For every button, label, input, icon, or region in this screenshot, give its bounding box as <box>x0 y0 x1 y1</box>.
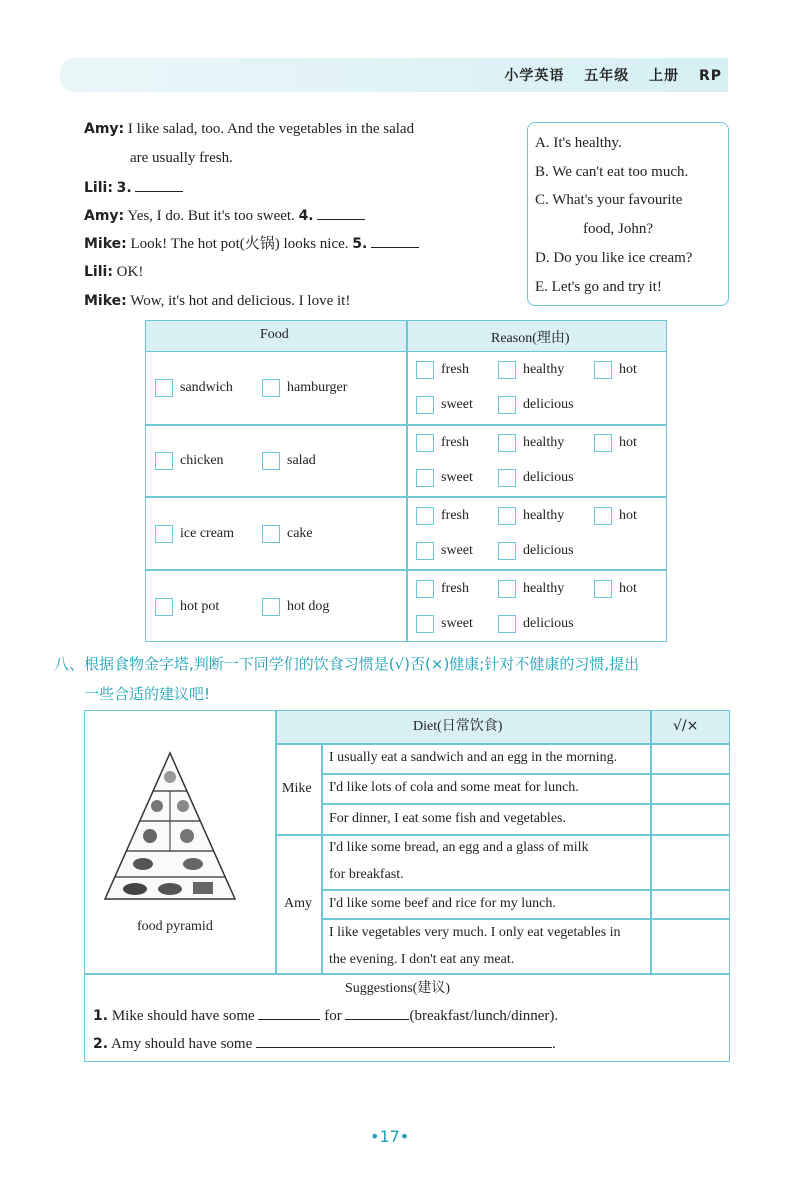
checkbox-sweet[interactable] <box>416 615 434 633</box>
checkbox-healthy[interactable] <box>498 361 516 379</box>
checkbox-hot[interactable] <box>594 361 612 379</box>
check-cell[interactable] <box>652 775 728 803</box>
reason-label: fresh <box>441 581 469 596</box>
dialogue-line-1: Amy: I like salad, too. And the vegetables in the salad <box>84 121 415 137</box>
checkbox-fresh[interactable] <box>416 580 434 598</box>
divider <box>321 743 323 973</box>
suggestions-header: Suggestions(建议) <box>345 981 450 996</box>
diet-table <box>84 710 730 1062</box>
dialogue-line-5: Mike: Look! The hot pot(火锅) looks nice. 5. <box>84 233 419 254</box>
header-volume: 上册 <box>649 68 680 84</box>
suggestion-1-blank-food[interactable] <box>258 1005 320 1020</box>
reason-label: healthy <box>523 508 565 523</box>
checkbox-sweet[interactable] <box>416 469 434 487</box>
checkbox-delicious[interactable] <box>498 396 516 414</box>
option-d: D. Do you like ice cream? <box>535 250 693 266</box>
dialogue-line-3: Lili: 3. <box>84 177 183 198</box>
name-amy: Amy <box>284 896 312 911</box>
reason-label: delicious <box>523 543 574 558</box>
header-food: Food <box>260 327 289 342</box>
checkbox-fresh[interactable] <box>416 434 434 452</box>
reason-label: fresh <box>441 435 469 450</box>
dialogue-line-6: Lili: OK! <box>84 264 144 280</box>
row-divider <box>146 424 666 426</box>
reason-label: hot <box>619 362 637 377</box>
checkbox-sweet[interactable] <box>416 396 434 414</box>
reason-label: fresh <box>441 508 469 523</box>
checkbox-healthy[interactable] <box>498 507 516 525</box>
section-8-instructions: 八、根据食物金字塔,判断一下同学们的饮食习惯是(√)否(×)健康;针对不健康的习惯,提出 <box>54 655 640 673</box>
checkbox-hot-pot[interactable] <box>155 598 173 616</box>
checkbox-healthy[interactable] <box>498 434 516 452</box>
answer-blank-3[interactable] <box>135 177 183 192</box>
food-label: chicken <box>180 453 224 468</box>
option-a: A. It's healthy. <box>535 135 622 151</box>
option-c-cont: food, John? <box>583 221 653 237</box>
suggestion-1-blank-meal[interactable] <box>345 1005 409 1020</box>
diet-line: I'd like lots of cola and some meat for lunch. <box>329 780 579 795</box>
dialogue-line-4: Amy: Yes, I do. But it's too sweet. 4. <box>84 205 365 226</box>
pyramid-caption: food pyramid <box>137 919 213 934</box>
reason-label: hot <box>619 508 637 523</box>
reason-label: healthy <box>523 362 565 377</box>
checkbox-hot[interactable] <box>594 580 612 598</box>
section-8-instructions-cont: 一些合适的建议吧! <box>84 685 211 703</box>
reason-label: sweet <box>441 616 473 631</box>
row-divider <box>146 496 666 498</box>
suggestion-2-blank[interactable] <box>256 1033 552 1048</box>
reason-label: healthy <box>523 581 565 596</box>
dialogue-line-2: are usually fresh. <box>130 150 233 166</box>
suggestion-1: 1. Mike should have some for (breakfast/lunch/dinner). <box>93 1003 558 1030</box>
checkbox-fresh[interactable] <box>416 507 434 525</box>
reason-label: delicious <box>523 397 574 412</box>
checkbox-chicken[interactable] <box>155 452 173 470</box>
header-edition: RP <box>698 68 722 84</box>
checkbox-ice-cream[interactable] <box>155 525 173 543</box>
page-header <box>490 65 722 85</box>
header-reason: Reason(理由) <box>491 331 570 346</box>
name-mike: Mike <box>282 781 312 796</box>
checkbox-fresh[interactable] <box>416 361 434 379</box>
food-reason-table <box>145 320 667 642</box>
checkbox-salad[interactable] <box>262 452 280 470</box>
diet-line: I usually eat a sandwich and an egg in the morning. <box>329 750 618 765</box>
food-label: hot dog <box>287 599 330 614</box>
reason-label: sweet <box>441 470 473 485</box>
divider <box>275 711 277 973</box>
check-cell[interactable] <box>652 920 728 972</box>
reason-label: delicious <box>523 470 574 485</box>
diet-line: For dinner, I eat some fish and vegetables. <box>329 811 566 826</box>
option-c: C. What's your favourite <box>535 192 683 208</box>
column-divider <box>406 321 408 641</box>
diet-line: I'd like some beef and rice for my lunch. <box>329 896 556 911</box>
answer-blank-4[interactable] <box>317 205 365 220</box>
answer-blank-5[interactable] <box>371 233 419 248</box>
checkbox-sweet[interactable] <box>416 542 434 560</box>
reason-label: fresh <box>441 362 469 377</box>
header-subject: 小学英语 <box>504 68 565 84</box>
checkbox-hot-dog[interactable] <box>262 598 280 616</box>
check-cell[interactable] <box>652 891 728 917</box>
check-header: √/× <box>673 718 699 734</box>
food-label: hamburger <box>287 380 348 395</box>
option-b: B. We can't eat too much. <box>535 164 689 180</box>
check-cell[interactable] <box>652 745 728 773</box>
page-number: •17• <box>370 1127 410 1146</box>
food-label: ice cream <box>180 526 235 541</box>
row-divider <box>146 569 666 571</box>
option-e: E. Let's go and try it! <box>535 279 662 295</box>
reason-label: sweet <box>441 397 473 412</box>
reason-label: hot <box>619 435 637 450</box>
diet-line: I'd like some bread, an egg and a glass of milk <box>329 840 589 855</box>
diet-line: for breakfast. <box>329 867 404 882</box>
food-pyramid-icon <box>95 749 245 909</box>
food-label: sandwich <box>180 380 233 395</box>
food-label: salad <box>287 453 316 468</box>
header-grade: 五年级 <box>584 68 630 84</box>
checkbox-hamburger[interactable] <box>262 379 280 397</box>
checkbox-delicious[interactable] <box>498 542 516 560</box>
diet-header: Diet(日常饮食) <box>413 719 503 734</box>
checkbox-delicious[interactable] <box>498 469 516 487</box>
reason-label: sweet <box>441 543 473 558</box>
food-label: cake <box>287 526 313 541</box>
reason-label: hot <box>619 581 637 596</box>
checkbox-healthy[interactable] <box>498 580 516 598</box>
checkbox-delicious[interactable] <box>498 615 516 633</box>
food-label: hot pot <box>180 599 220 614</box>
suggestion-2: 2. Amy should have some . <box>93 1031 556 1058</box>
check-cell[interactable] <box>652 805 728 833</box>
checkbox-cake[interactable] <box>262 525 280 543</box>
checkbox-sandwich[interactable] <box>155 379 173 397</box>
diet-line: I like vegetables very much. I only eat vegetables in <box>329 925 621 940</box>
check-cell[interactable] <box>652 836 728 888</box>
reason-label: delicious <box>523 616 574 631</box>
checkbox-hot[interactable] <box>594 434 612 452</box>
diet-line: the evening. I don't eat any meat. <box>329 952 515 967</box>
checkbox-hot[interactable] <box>594 507 612 525</box>
reason-label: healthy <box>523 435 565 450</box>
dialogue-line-7: Mike: Wow, it's hot and delicious. I love it! <box>84 293 351 309</box>
